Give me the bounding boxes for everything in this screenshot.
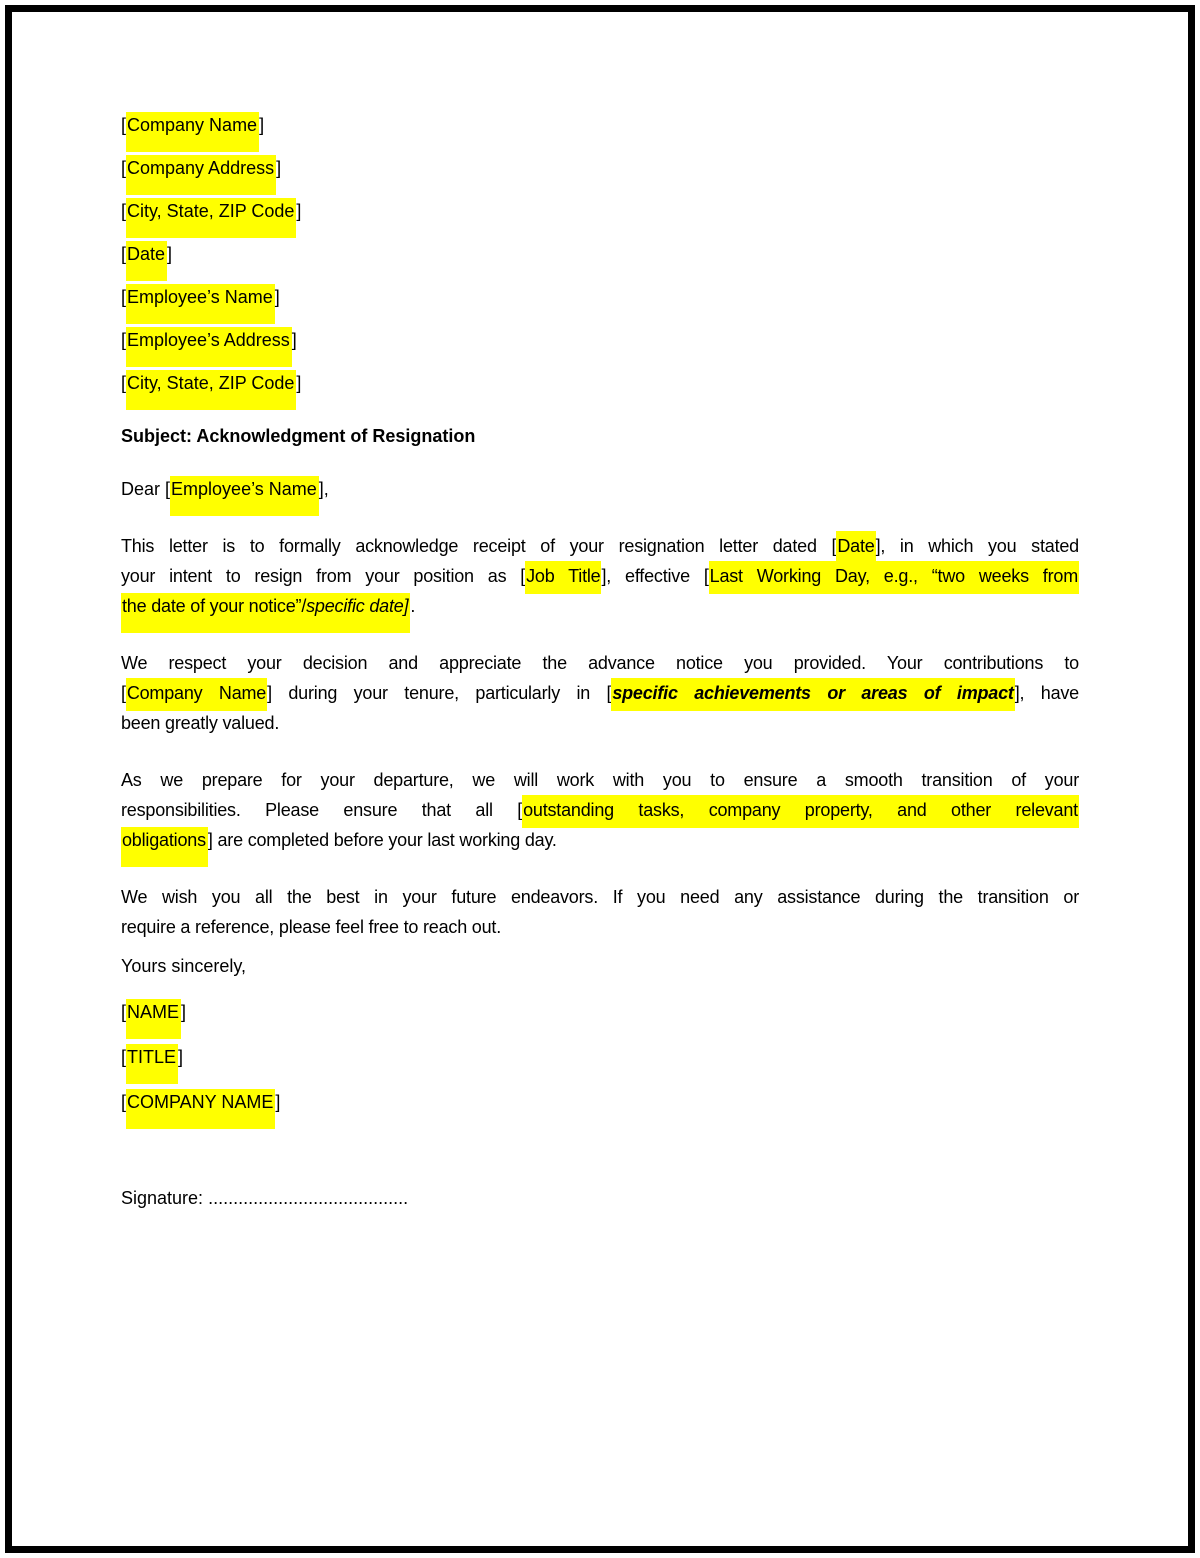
body-text: As we prepare for your departure, we will work with you to ensure a smooth transition of your	[121, 770, 1079, 790]
placeholder-company: COMPANY NAME	[126, 1089, 275, 1129]
subject-line	[121, 421, 1079, 451]
close-bracket: ]	[296, 373, 302, 393]
address-block	[121, 104, 1079, 405]
placeholder-company-address: Company Address	[126, 155, 276, 195]
placeholder-last-working-day-continued	[121, 593, 410, 633]
signature-name-line	[121, 990, 1079, 1035]
body-text: We respect your decision and appreciate the advance notice you provided. Your contributions to	[121, 653, 1079, 673]
closing-text: Yours sincerely,	[121, 956, 247, 976]
signature-dots: ........................................	[208, 1188, 409, 1208]
body-text: ], effective [	[601, 566, 709, 586]
open-bracket: [	[121, 287, 127, 307]
placeholder-city-state-zip: City, State, ZIP Code	[126, 198, 296, 238]
body-text: require a reference, please feel free to reach out.	[121, 917, 502, 937]
signature-line	[121, 1183, 1079, 1213]
open-bracket: [	[121, 1047, 127, 1067]
paragraph-3-line-3	[121, 825, 1079, 855]
address-line-employee-name	[121, 276, 1079, 319]
body-text: This letter is to formally acknowledge receipt of your resignation letter dated [	[121, 536, 837, 556]
placeholder-obligations: obligations	[121, 827, 208, 867]
paragraph-3	[121, 765, 1079, 855]
body-text: ], in which you stated	[875, 536, 1079, 556]
paragraph-2-line-3	[121, 708, 1079, 738]
body-text: the date of your notice”/	[122, 596, 307, 616]
body-text: your intent to resign from your position as [	[121, 566, 526, 586]
open-bracket: [	[121, 158, 127, 178]
paragraph-2	[121, 648, 1079, 738]
open-bracket: [	[121, 683, 126, 703]
paragraph-2-line-1	[121, 648, 1079, 678]
body-text: We wish you all the best in your future endeavors. If you need any assistance during the transition or	[121, 887, 1079, 907]
salutation-post: ],	[318, 479, 329, 499]
placeholder-title: TITLE	[126, 1044, 178, 1084]
paragraph-4-line-1	[121, 882, 1079, 912]
body-text: responsibilities. Please ensure that all [	[121, 800, 523, 820]
placeholder-city-state-zip-2: City, State, ZIP Code	[126, 370, 296, 410]
address-line-city-state-zip-2	[121, 362, 1079, 405]
close-bracket: ]	[276, 158, 282, 178]
close-bracket: ]	[296, 201, 302, 221]
open-bracket: [	[121, 1002, 127, 1022]
subject-text: Subject: Acknowledgment of Resignation	[121, 426, 476, 446]
body-text: been greatly valued.	[121, 713, 280, 733]
paragraph-4	[121, 882, 1079, 942]
signature-company-line	[121, 1080, 1079, 1125]
placeholder-employee-address: Employee’s Address	[126, 327, 292, 367]
open-bracket: [	[121, 1092, 127, 1112]
placeholder-date-inline: Date	[836, 531, 875, 564]
paragraph-1	[121, 531, 1079, 621]
open-bracket: [	[121, 201, 127, 221]
body-text: ] during your tenure, particularly in [	[267, 683, 612, 703]
close-bracket: ]	[291, 330, 297, 350]
paragraph-1-line-3	[121, 591, 1079, 621]
paragraph-1-line-2	[121, 561, 1079, 591]
close-bracket: ]	[274, 287, 280, 307]
placeholder-name: NAME	[126, 999, 181, 1039]
salutation-line	[121, 474, 1079, 504]
body-text: ], have	[1014, 683, 1079, 703]
signature-label: Signature:	[121, 1188, 209, 1208]
placeholder-company-name: Company Name	[126, 112, 259, 152]
address-line-company-address	[121, 147, 1079, 190]
paragraph-3-line-2	[121, 795, 1079, 825]
address-line-employee-address	[121, 319, 1079, 362]
open-bracket: [	[121, 330, 127, 350]
letter-content	[121, 104, 1079, 1213]
address-line-city-state-zip	[121, 190, 1079, 233]
paragraph-2-line-2	[121, 678, 1079, 708]
salutation-pre: Dear [	[121, 479, 171, 499]
address-line-date	[121, 233, 1079, 276]
body-text: .	[410, 596, 416, 616]
placeholder-employee-name: Employee’s Name	[126, 284, 275, 324]
specific-date-italic: specific date]	[306, 596, 409, 616]
paragraph-4-line-2	[121, 912, 1079, 942]
close-bracket: ]	[275, 1092, 281, 1112]
signature-block	[121, 990, 1079, 1125]
placeholder-specific-achievements: specific achievements or areas of impact	[611, 678, 1014, 711]
placeholder-salutation-employee-name: Employee’s Name	[170, 476, 319, 516]
open-bracket: [	[121, 244, 127, 264]
placeholder-date: Date	[126, 241, 167, 281]
placeholder-job-title: Job Title	[525, 561, 601, 594]
placeholder-outstanding-tasks: outstanding tasks, company property, and other relevant	[522, 795, 1079, 828]
body-text: ] are completed before your last working day.	[207, 830, 557, 850]
close-bracket: ]	[178, 1047, 184, 1067]
paragraph-3-line-1	[121, 765, 1079, 795]
signature-title-line	[121, 1035, 1079, 1080]
address-line-company-name	[121, 104, 1079, 147]
close-bracket: ]	[181, 1002, 187, 1022]
paragraph-1-line-1	[121, 531, 1079, 561]
closing-line	[121, 951, 1079, 981]
close-bracket: ]	[259, 115, 265, 135]
close-bracket: ]	[167, 244, 173, 264]
placeholder-last-working-day: Last Working Day, e.g., “two weeks from	[709, 561, 1079, 594]
placeholder-company-name-inline: Company Name	[126, 678, 267, 711]
open-bracket: [	[121, 373, 127, 393]
open-bracket: [	[121, 115, 127, 135]
